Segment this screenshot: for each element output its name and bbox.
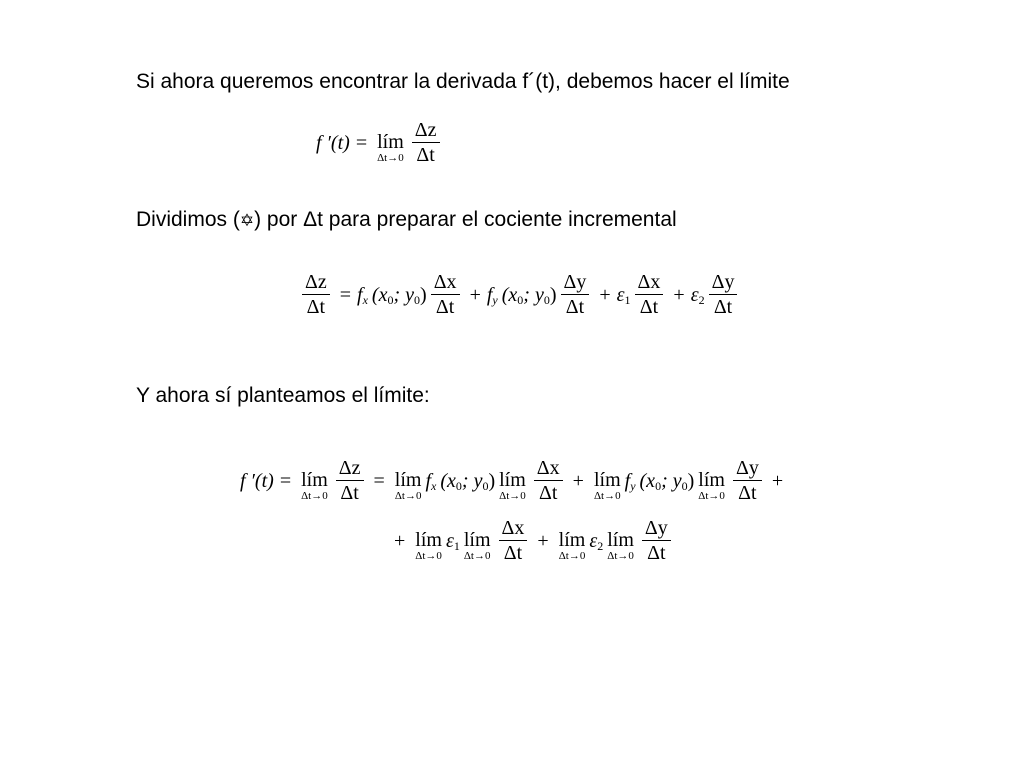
equation-derivative-definition [316, 120, 444, 165]
fprime-term: f ′(t) [316, 131, 350, 154]
equals-sign: = [355, 131, 368, 154]
star-of-david-icon: ✡ [239, 211, 255, 230]
fraction-dx-dt: $\frac{\Delta x}{\Delta t}$ [431, 272, 460, 317]
intro-text: Si ahora queremos encontrar la derivada f´(t), debemos hacer el límite [136, 70, 790, 93]
limit-operator: lím Δt→0 [377, 130, 404, 164]
fraction-dy-dt: $\frac{\Delta y}{\Delta t}$ [561, 272, 590, 317]
equation-limit-line1: f ′(t) = lím Δt→0 $\frac{\Delta z}{\Delta t}$ = lím Δt→0 f x (x 0 ; y 0 ) lím Δt→0 $\frac{\Delta x}{\Delta t}$ + lím Δt→0 f y (x 0 ; y 0 ) lím Δt→0 $\frac{\Delta y}{\Delta t}$ + [240, 457, 784, 504]
fraction-dz-dt: $\frac{\Delta z}{\Delta t}$ [412, 120, 440, 165]
fraction-dz-dt: $\frac{\Delta z}{\Delta t}$ [302, 272, 330, 317]
equation-incremental-quotient: $\frac{\Delta z}{\Delta t}$ = f x (x 0 ; y 0 ) $\frac{\Delta x}{\Delta t}$ + f y (x 0 ; y 0 ) $\frac{\Delta y}{\Delta t}$ + ε 1 $\frac{\Delta x}{\Delta t}$ + ε 2 $\frac{\Delta y}{\Delta t}$ [298, 272, 741, 317]
fraction-dy-dt: $\frac{\Delta y}{\Delta t}$ [709, 272, 738, 317]
divide-text: Dividimos (✡) por Δt para preparar el cociente incremental [136, 208, 677, 231]
limit-text: Y ahora sí planteamos el límite: [136, 384, 430, 407]
equation-limit-line2: + lím Δt→0 ε 1 lím Δt→0 $\frac{\Delta x}{\Delta t}$ + lím Δt→0 ε 2 lím Δt→0 $\frac{\Delta y}{\Delta t}$ [388, 518, 675, 563]
fraction-dx-dt: $\frac{\Delta x}{\Delta t}$ [635, 272, 664, 317]
